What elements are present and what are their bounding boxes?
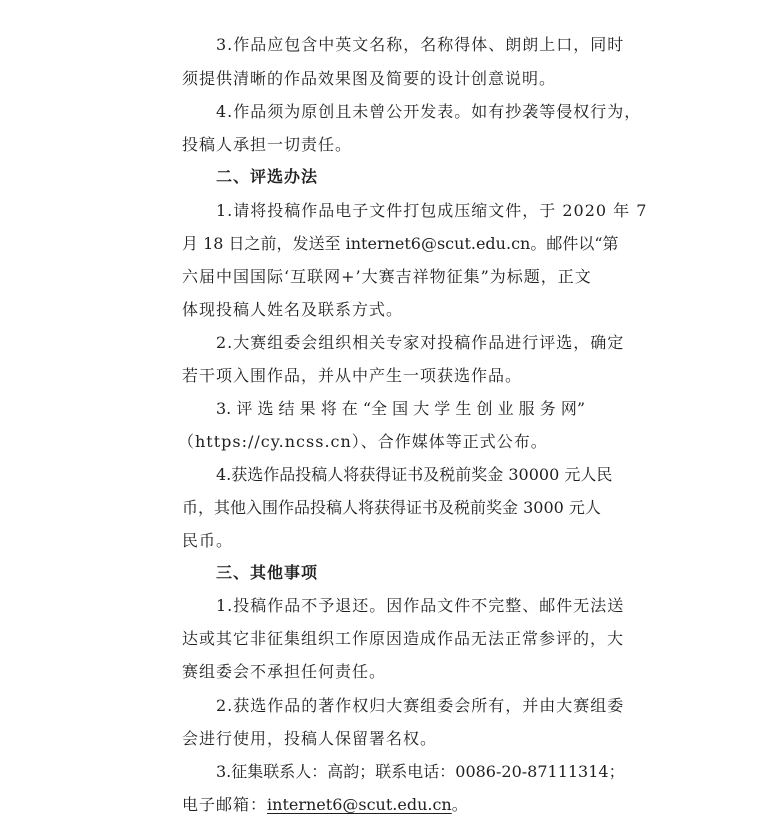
line-text: 达或其它非征集组织工作原因造成作品无法正常参评的，大 bbox=[182, 629, 625, 648]
heading-text: 三、其他事项 bbox=[216, 563, 319, 582]
section-heading bbox=[0, 160, 759, 194]
paragraph-line bbox=[0, 359, 759, 393]
line-text: 月 18 日之前，发送至 internet6@scut.edu.cn。邮件以“第 bbox=[182, 234, 619, 253]
line-text: 赛组委会不承担任何责任。 bbox=[182, 662, 387, 681]
contact-email-line bbox=[182, 788, 468, 822]
email-prefix: 电子邮箱： bbox=[182, 795, 268, 814]
line-text: 3. 评 选 结 果 将 在 “全 国 大 学 生 创 业 服 务 网” bbox=[216, 399, 586, 418]
paragraph-line bbox=[0, 392, 759, 426]
paragraph-line bbox=[0, 194, 759, 228]
line-text: 3.征集联系人：高韵；联系电话：0086-20-87111314； bbox=[216, 762, 625, 781]
line-text: 币，其他入围作品投稿人将获得证书及税前奖金 3000 元人 bbox=[182, 498, 601, 517]
line-text: （https://cy.ncss.cn）、合作媒体等正式公布。 bbox=[178, 432, 548, 451]
paragraph-line bbox=[0, 622, 759, 656]
paragraph-line bbox=[0, 491, 759, 525]
line-text: 2.大赛组委会组织相关专家对投稿作品进行评选，确定 bbox=[216, 333, 625, 352]
line-text: 2.获选作品的著作权归大赛组委会所有，并由大赛组委 bbox=[216, 696, 625, 715]
line-text: 4.获选作品投稿人将获得证书及税前奖金 30000 元人民 bbox=[216, 465, 613, 484]
paragraph-line bbox=[0, 95, 759, 129]
line-text: 民币。 bbox=[182, 531, 234, 550]
email-suffix: 。 bbox=[451, 795, 468, 814]
line-text: 会进行使用，投稿人保留署名权。 bbox=[182, 729, 438, 748]
paragraph-line bbox=[0, 589, 759, 623]
line-text: 六届中国国际‘互联网+’大赛吉祥物征集”为标题，正文 bbox=[182, 267, 592, 286]
paragraph-line bbox=[0, 722, 759, 756]
paragraph-line bbox=[0, 524, 759, 558]
paragraph-line bbox=[0, 425, 759, 459]
line-text: 须提供清晰的作品效果图及简要的设计创意说明。 bbox=[182, 69, 557, 88]
email-link[interactable]: internet6@scut.edu.cn bbox=[267, 795, 452, 814]
line-text: 4.作品须为原创且未曾公开发表。如有抄袭等侵权行为， bbox=[216, 102, 642, 121]
heading-text: 二、评选办法 bbox=[216, 167, 319, 186]
paragraph-line bbox=[0, 227, 759, 261]
paragraph-line bbox=[0, 689, 759, 723]
line-text: 3.作品应包含中英文名称，名称得体、朗朗上口，同时 bbox=[216, 35, 625, 54]
paragraph-line bbox=[0, 788, 759, 822]
paragraph-line bbox=[0, 293, 759, 327]
line-text: 若干项入围作品，并从中产生一项获选作品。 bbox=[182, 366, 523, 385]
paragraph-line bbox=[0, 128, 759, 162]
paragraph-line bbox=[0, 28, 759, 62]
paragraph-line bbox=[0, 755, 759, 789]
paragraph-line bbox=[0, 326, 759, 360]
line-text: 体现投稿人姓名及联系方式。 bbox=[182, 300, 404, 319]
paragraph-line bbox=[0, 62, 759, 96]
paragraph-line bbox=[0, 458, 759, 492]
line-text: 投稿人承担一切责任。 bbox=[182, 135, 353, 154]
line-text: 1.投稿作品不予退还。因作品文件不完整、邮件无法送 bbox=[216, 596, 625, 615]
paragraph-line bbox=[0, 260, 759, 294]
section-heading bbox=[0, 556, 759, 590]
paragraph-line bbox=[0, 655, 759, 689]
line-text: 1.请将投稿作品电子文件打包成压缩文件，于 2020 年 7 bbox=[216, 201, 648, 220]
